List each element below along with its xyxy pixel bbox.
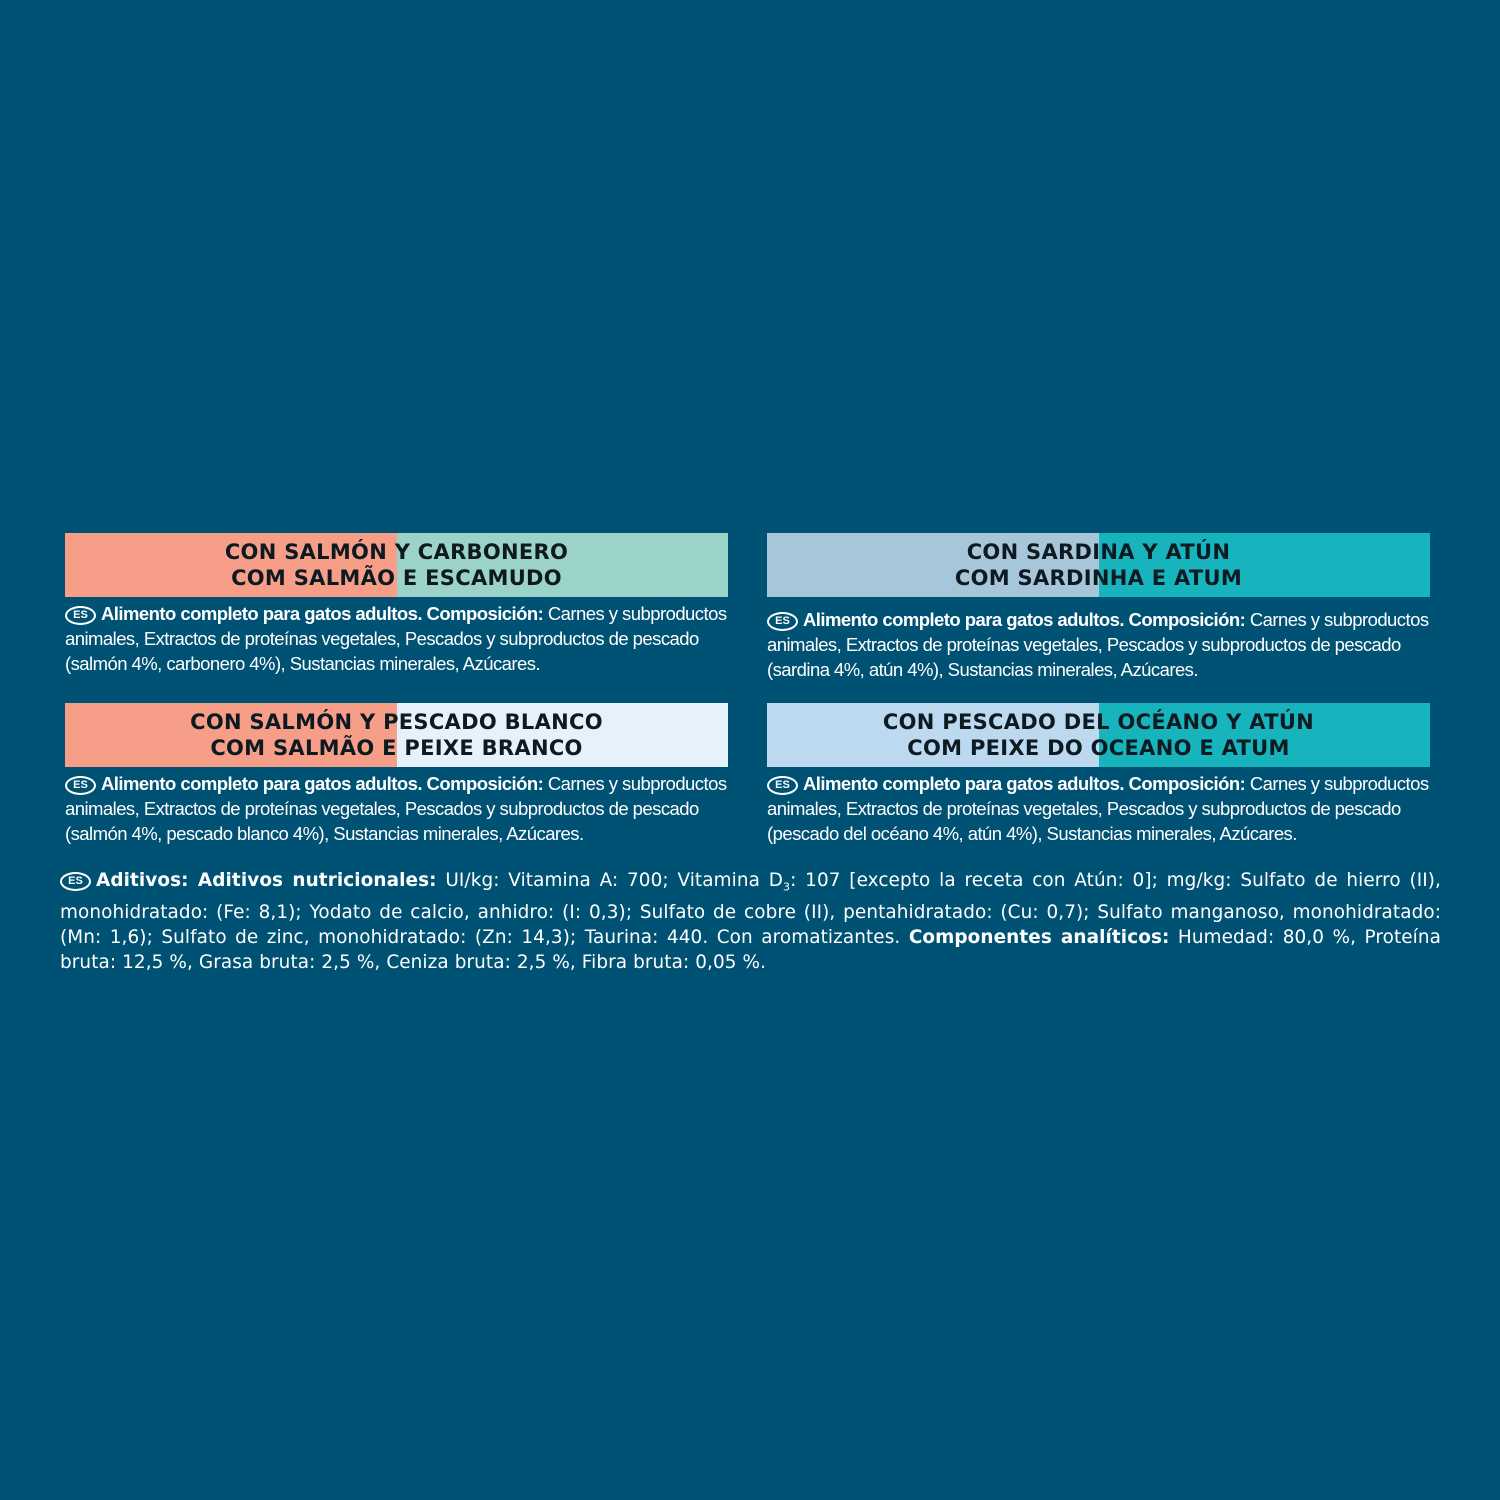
es-language-icon: ES [767, 776, 798, 795]
recipe-description [65, 771, 728, 846]
recipe-card-oceano-atun [767, 703, 1430, 846]
es-language-icon: ES [767, 612, 798, 631]
es-language-icon: ES [65, 776, 96, 795]
recipe-banner [767, 533, 1430, 597]
description-line2: animales, Extractos de proteínas vegetales, Pescados y subproductos de pescado [65, 798, 699, 819]
description-line3: (pescado del océano 4%, atún 4%), Sustancias minerales, Azúcares. [767, 823, 1297, 844]
additives-text-2: : 107 [excepto la receta con Atún: 0]; mg/kg: Sulfato de hierro (II), monohidratado: (Fe: 8,1); Yodato de calcio, anhidro: (I: 0,3); Sulfato de cobre (II), pentahidratado: (Cu: 0,7); Sulfato manganoso, monohidratado: (Mn: 1,6); Sulfato de zinc, monohidratado: (Zn: 14,3); Taurina: 440. Con aromatizantes. [60, 870, 1441, 948]
es-language-icon: ES [60, 872, 91, 891]
analytical-components-text: Humedad: 80,0 %, Proteína bruta: 12,5 %, Grasa bruta: 2,5 %, Ceniza bruta: 2,5 %, Fibra bruta: 0,05 %. [60, 926, 1442, 973]
description-bold-intro: Alimento completo para gatos adultos. Composición: [101, 773, 544, 794]
recipe-title-es: CON SALMÓN Y PESCADO BLANCO [190, 710, 603, 734]
description-line2: animales, Extractos de proteínas vegetales, Pescados y subproductos de pescado [767, 798, 1401, 819]
description-line3: (sardina 4%, atún 4%), Sustancias minerales, Azúcares. [767, 659, 1198, 680]
recipe-title-pt: COM SARDINHA E ATUM [954, 566, 1243, 590]
recipe-description [767, 771, 1430, 846]
recipe-title-es: CON SALMÓN Y CARBONERO [224, 540, 569, 564]
description-line2: animales, Extractos de proteínas vegetales, Pescados y subproductos de pescado [767, 634, 1401, 655]
recipe-card-salmon-carbonero [65, 533, 728, 676]
description-line1: Carnes y subproductos [543, 773, 727, 794]
additives-heading: Aditivos: Aditivos nutricionales: [96, 870, 437, 891]
recipe-banner [65, 703, 728, 767]
description-line1: Carnes y subproductos [543, 603, 727, 624]
description-line3: (salmón 4%, carbonero 4%), Sustancias minerales, Azúcares. [65, 653, 541, 674]
recipe-title-pt: COM SALMÃO E PEIXE BRANCO [210, 736, 583, 760]
recipe-description [767, 607, 1430, 682]
description-line3: (salmón 4%, pescado blanco 4%), Sustancias minerales, Azúcares. [65, 823, 584, 844]
description-bold-intro: Alimento completo para gatos adultos. Composición: [803, 609, 1246, 630]
additives-text-1: UI/kg: Vitamina A: 700; Vitamina D [436, 870, 783, 891]
recipe-description [65, 601, 728, 676]
recipe-title-pt: COM SALMÃO E ESCAMUDO [231, 566, 562, 590]
analytical-components-heading: Componentes analíticos: [908, 926, 1170, 948]
recipe-title-es: CON PESCADO DEL OCÉANO Y ATÚN [882, 710, 1315, 734]
recipe-title-pt: COM PEIXE DO OCEANO E ATUM [907, 736, 1290, 760]
es-language-icon: ES [65, 606, 96, 625]
recipe-card-salmon-pescado-blanco [65, 703, 728, 846]
description-line1: Carnes y subproductos [1245, 773, 1429, 794]
description-bold-intro: Alimento completo para gatos adultos. Composición: [803, 773, 1246, 794]
description-line1: Carnes y subproductos [1245, 609, 1429, 630]
description-bold-intro: Alimento completo para gatos adultos. Composición: [101, 603, 544, 624]
recipe-card-sardina-atun [767, 533, 1430, 682]
recipe-banner [65, 533, 728, 597]
description-line2: animales, Extractos de proteínas vegetales, Pescados y subproductos de pescado [65, 628, 699, 649]
d3-subscript: 3 [782, 880, 791, 894]
recipe-banner [767, 703, 1430, 767]
additives-paragraph [60, 868, 1441, 975]
recipe-title-es: CON SARDINA Y ATÚN [966, 540, 1231, 564]
